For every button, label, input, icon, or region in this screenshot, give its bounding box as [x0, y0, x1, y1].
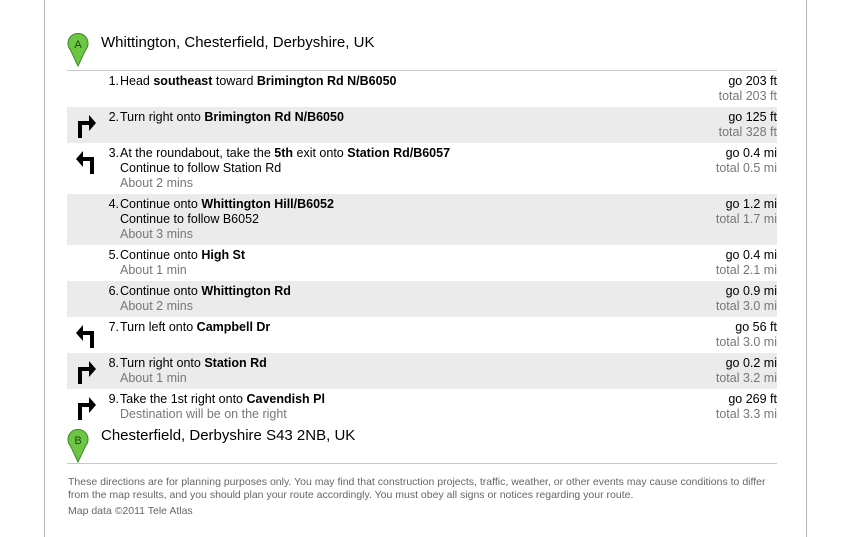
page-border-right: [806, 0, 807, 537]
direction-step: [67, 281, 777, 317]
divider: [67, 463, 777, 464]
turn-left-icon: [75, 322, 97, 348]
instruction-text: exit onto: [293, 146, 348, 160]
road-name: Whittington Hill/B6052: [201, 197, 334, 211]
origin-address: Whittington, Chesterfield, Derbyshire, UK: [101, 34, 375, 51]
step-note: About 3 mins: [120, 227, 193, 241]
instruction-text: Continue onto: [120, 197, 202, 211]
direction-step: [67, 389, 777, 421]
step-instruction: [120, 110, 640, 125]
directions-list: [67, 71, 777, 421]
go-distance: go 0.4 mi: [725, 248, 777, 262]
total-distance: total 3.3 mi: [715, 407, 777, 421]
step-note: About 1 min: [120, 371, 187, 385]
step-distance: [719, 110, 777, 140]
instruction-text: Head: [120, 74, 154, 88]
step-distance: [716, 146, 777, 176]
step-distance: [716, 392, 777, 422]
road-name: 5th: [274, 146, 294, 160]
go-distance: go 0.4 mi: [725, 146, 777, 160]
step-number: 7.: [108, 320, 119, 334]
step-distance: [716, 197, 777, 227]
direction-step: [67, 317, 777, 353]
total-distance: total 328 ft: [718, 125, 777, 139]
go-distance: go 203 ft: [728, 74, 777, 88]
road-name: Brimington Rd N/B6050: [256, 74, 397, 88]
road-name: High St: [201, 248, 246, 262]
turn-left-icon: [75, 148, 97, 174]
step-distance: [716, 284, 777, 314]
page-border-left: [44, 0, 45, 537]
step-distance: [716, 248, 777, 278]
direction-step: [67, 194, 777, 245]
road-name: Brimington Rd N/B6050: [204, 110, 344, 124]
step-instruction: [120, 320, 640, 335]
step-instruction: [120, 248, 640, 278]
map-data-credit: Map data ©2011 Tele Atlas: [68, 505, 193, 517]
step-note: About 2 mins: [120, 299, 193, 313]
direction-step: [67, 107, 777, 143]
disclaimer-text: These directions are for planning purposes only. You may find that construction projects, traffic, weather, or other events may cause conditions to differ from the map results, and you should plan your route accordingly. You must obey all signs or notices regarding your route.: [68, 476, 766, 501]
step-instruction: [120, 146, 640, 191]
step-number: 2.: [108, 110, 119, 124]
step-number: 8.: [108, 356, 119, 370]
instruction-text: toward: [212, 74, 257, 88]
instruction-text: Continue onto: [120, 284, 202, 298]
go-distance: go 56 ft: [735, 320, 777, 334]
go-distance: go 1.2 mi: [725, 197, 777, 211]
road-name: Campbell Dr: [196, 320, 271, 334]
go-distance: go 0.9 mi: [725, 284, 777, 298]
instruction-text: At the roundabout, take the: [120, 146, 275, 160]
step-instruction: [120, 392, 640, 422]
direction-step: [67, 143, 777, 194]
step-number: 9.: [108, 392, 119, 406]
turn-right-icon: [75, 358, 97, 384]
step-note: Destination will be on the right: [120, 407, 287, 421]
road-name: Whittington Rd: [201, 284, 291, 298]
step-distance: [716, 356, 777, 386]
footer: [68, 476, 778, 518]
step-number: 4.: [108, 197, 119, 211]
continue-note: Continue to follow B6052: [120, 212, 259, 226]
total-distance: total 3.2 mi: [715, 371, 777, 385]
step-note: About 1 min: [120, 263, 187, 277]
total-distance: total 1.7 mi: [715, 212, 777, 226]
step-distance: [716, 320, 777, 350]
total-distance: total 203 ft: [718, 89, 777, 103]
instruction-text: Take the 1st right onto: [120, 392, 247, 406]
step-number: 5.: [108, 248, 119, 262]
instruction-text: Turn left onto: [120, 320, 197, 334]
step-instruction: [120, 284, 640, 314]
origin-marker-icon: [67, 33, 89, 67]
svg-text:B: B: [74, 435, 82, 447]
direction-step: [67, 353, 777, 389]
go-distance: go 125 ft: [728, 110, 777, 124]
destination-marker-icon: [67, 429, 89, 463]
total-distance: total 0.5 mi: [715, 161, 777, 175]
road-name: Station Rd: [204, 356, 267, 370]
step-instruction: [120, 356, 640, 386]
step-number: 3.: [108, 146, 119, 160]
instruction-text: Turn right onto: [120, 356, 205, 370]
step-instruction: [120, 74, 640, 89]
total-distance: total 3.0 mi: [715, 299, 777, 313]
destination-address: Chesterfield, Derbyshire S43 2NB, UK: [101, 427, 356, 444]
turn-right-icon: [75, 394, 97, 420]
direction-step: [67, 71, 777, 107]
step-note: About 2 mins: [120, 176, 193, 190]
road-name: Cavendish Pl: [246, 392, 325, 406]
step-number: 1.: [108, 74, 119, 88]
step-instruction: [120, 197, 640, 242]
step-distance: [719, 74, 777, 104]
turn-right-icon: [75, 112, 97, 138]
road-name: Station Rd/B6057: [347, 146, 451, 160]
road-name: southeast: [153, 74, 213, 88]
instruction-text: Turn right onto: [120, 110, 205, 124]
go-distance: go 0.2 mi: [725, 356, 777, 370]
direction-step: [67, 245, 777, 281]
go-distance: go 269 ft: [728, 392, 777, 406]
total-distance: total 3.0 mi: [715, 335, 777, 349]
svg-text:A: A: [74, 39, 82, 51]
continue-note: Continue to follow Station Rd: [120, 161, 282, 175]
instruction-text: Continue onto: [120, 248, 202, 262]
total-distance: total 2.1 mi: [715, 263, 777, 277]
step-number: 6.: [108, 284, 119, 298]
